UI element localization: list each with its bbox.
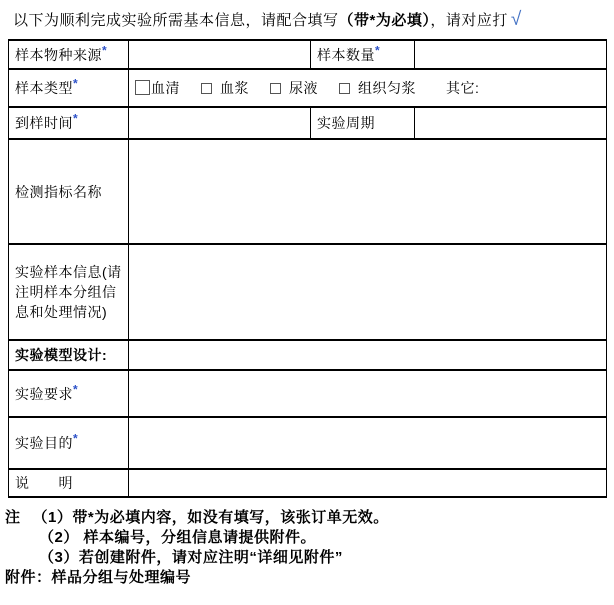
option-serum[interactable]: [135, 78, 180, 98]
label-arrival-time: [9, 107, 129, 139]
label-text: 到样时间: [15, 115, 73, 131]
label-text: 样本类型: [15, 80, 73, 96]
label-remarks: [9, 469, 129, 497]
label-experiment-sample-info: [9, 244, 129, 340]
table-row: [9, 107, 607, 139]
option-label-tissue-homogenate: 组织匀浆: [358, 80, 416, 96]
label-text: 实验目的: [15, 435, 73, 451]
page-title: [13, 9, 604, 31]
sample-type-options: [135, 78, 603, 98]
table-row: [9, 469, 607, 497]
required-asterisk: *: [73, 76, 79, 91]
note-text: （1）带*为必填内容，如没有填写，该张订单无效。: [32, 509, 389, 526]
notes-section: [5, 508, 606, 588]
label-experiment-purpose: [9, 417, 129, 469]
label-test-indicator-name: [9, 139, 129, 244]
label-text: 实验要求: [15, 385, 73, 402]
option-other-label[interactable]: 其它:: [446, 80, 480, 96]
check-mark-icon: √: [510, 9, 522, 30]
title-required-note: （带*为必填）: [338, 12, 431, 29]
label-text: 实验模型设计:: [15, 347, 108, 363]
table-row: [9, 139, 607, 244]
required-asterisk: *: [73, 111, 79, 126]
option-label-plasma: 血浆: [220, 80, 249, 96]
required-asterisk: *: [73, 381, 79, 396]
note-prefix: 注: [5, 509, 21, 526]
field-sample-species-source[interactable]: [129, 40, 311, 69]
note-attachment: 附件：样品分组与处理编号: [5, 569, 192, 586]
form-table: [8, 39, 607, 498]
label-sample-quantity: [311, 40, 415, 69]
table-row: [9, 40, 607, 69]
label-text: 样本物种来源: [15, 46, 102, 63]
field-experiment-requirements[interactable]: [129, 370, 607, 417]
label-sample-type: [9, 69, 129, 107]
note-line-2: （2） 样本编号，分组信息请提供附件。: [39, 529, 317, 546]
checkbox-urine-icon[interactable]: [270, 83, 281, 94]
note-line-1: [5, 508, 606, 528]
table-row: [9, 244, 607, 340]
required-asterisk: *: [73, 431, 79, 446]
label-experiment-cycle: [311, 107, 415, 139]
checkbox-serum-icon[interactable]: [135, 80, 150, 95]
required-asterisk: *: [375, 42, 381, 57]
table-row: [9, 370, 607, 417]
option-urine[interactable]: [270, 78, 318, 98]
label-text: 实验周期: [317, 115, 375, 131]
option-label-serum: 血清: [151, 80, 180, 96]
title-text-suffix: ，请对应打: [430, 12, 508, 29]
label-experiment-model-design: [9, 340, 129, 370]
option-plasma[interactable]: [201, 78, 249, 98]
table-row: [9, 340, 607, 370]
label-text: 样本数量: [317, 46, 375, 63]
checkbox-plasma-icon[interactable]: [201, 83, 212, 94]
field-experiment-purpose[interactable]: [129, 417, 607, 469]
option-label-urine: 尿液: [289, 80, 318, 96]
table-row: [9, 417, 607, 469]
label-text: 检测指标名称: [15, 183, 102, 200]
label-text: 说 明: [15, 475, 73, 491]
field-remarks[interactable]: [129, 469, 607, 497]
field-experiment-cycle[interactable]: [415, 107, 607, 139]
field-sample-type: [129, 69, 607, 107]
title-text: 以下为顺利完成实验所需基本信息，请配合填写: [13, 12, 339, 29]
option-tissue-homogenate[interactable]: [339, 78, 416, 98]
field-test-indicator-name[interactable]: [129, 139, 607, 244]
label-text: 实验样本信息(请注明样本分组信息和处理情况): [15, 264, 122, 320]
label-sample-species-source: [9, 40, 129, 69]
checkbox-tissue-homogenate-icon[interactable]: [339, 83, 350, 94]
form-page: [0, 9, 614, 588]
note-line-3: （3）若创建附件，请对应注明“详细见附件”: [39, 549, 343, 566]
field-arrival-time[interactable]: [129, 107, 311, 139]
field-experiment-model-design[interactable]: [129, 340, 607, 370]
field-sample-quantity[interactable]: [415, 40, 607, 69]
required-asterisk: *: [102, 42, 108, 57]
field-experiment-sample-info[interactable]: [129, 244, 607, 340]
label-experiment-requirements: [9, 370, 129, 417]
table-row: [9, 69, 607, 107]
